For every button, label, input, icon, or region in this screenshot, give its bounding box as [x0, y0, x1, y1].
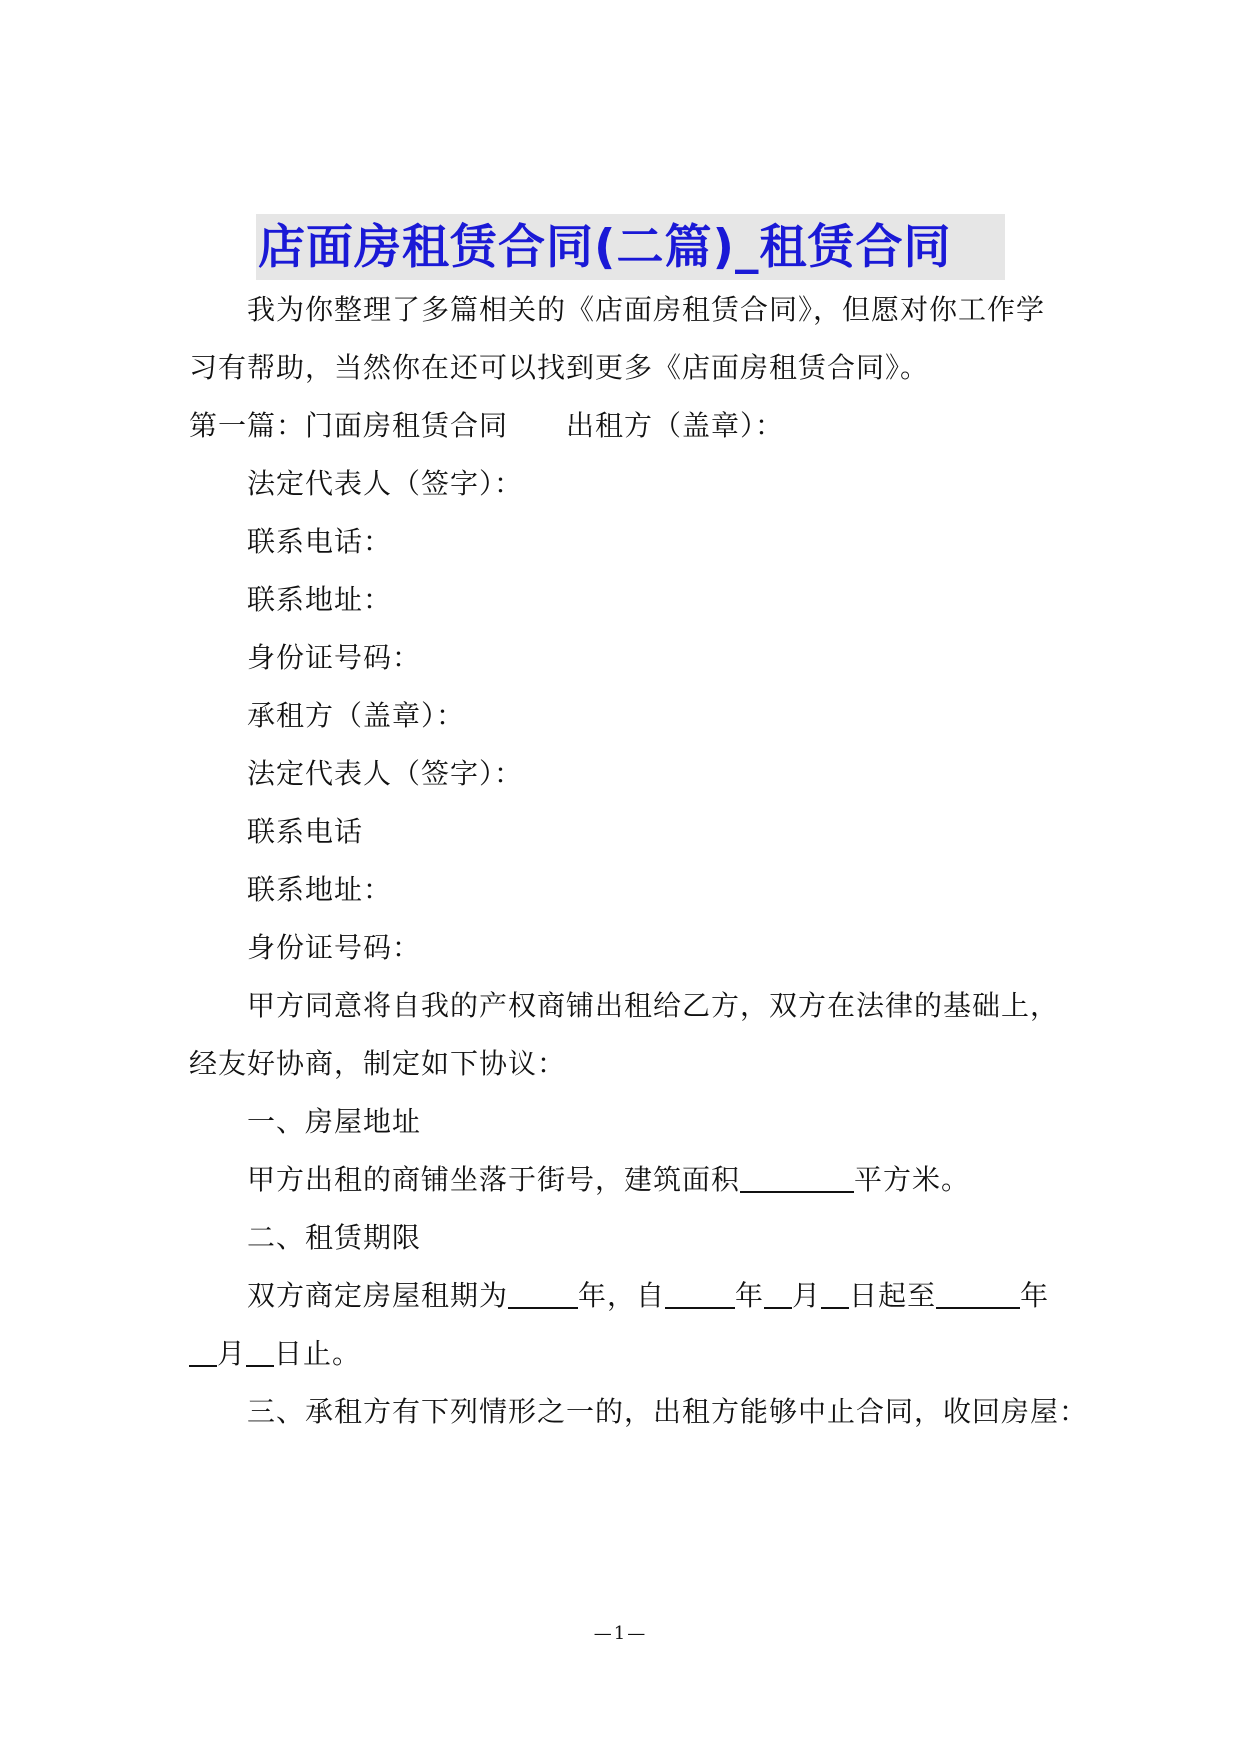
section-2-text-g: 月 — [217, 1337, 247, 1370]
lessee-address-label: 联系地址： — [247, 873, 393, 906]
section-1-text-a: 甲方出租的商铺坐落于街号，建筑面积 — [247, 1163, 741, 1196]
section-2-heading: 二、租赁期限 — [247, 1221, 422, 1254]
section-2-text — [247, 1276, 1049, 1316]
agreement-line-1: 甲方同意将自我的产权商铺出租给乙方，双方在法律的基础上， — [247, 989, 1060, 1022]
start-month-blank — [764, 1281, 792, 1309]
section-1-heading: 一、房屋地址 — [247, 1105, 422, 1138]
section-2-text-d: 月 — [792, 1279, 822, 1312]
lessee-id-label: 身份证号码： — [247, 931, 422, 964]
lessee-phone-label: 联系电话 — [247, 815, 364, 848]
section-2-text-b: 年，自 — [578, 1279, 666, 1312]
lessor-id-label: 身份证号码： — [247, 641, 422, 674]
section-2-text-a: 双方商定房屋租期为 — [247, 1279, 509, 1312]
section-2-text-h: 日止。 — [274, 1337, 362, 1370]
section-2-text-cont — [189, 1334, 361, 1374]
lessor-address-label: 联系地址： — [247, 583, 393, 616]
lessor-rep-label: 法定代表人（签字）： — [247, 467, 524, 500]
section-1-text-b: 平方米。 — [854, 1163, 971, 1196]
part1-heading-line — [189, 406, 784, 446]
end-month-blank — [189, 1339, 217, 1367]
area-blank — [740, 1165, 854, 1193]
section-1-text — [247, 1160, 970, 1200]
end-day-blank — [246, 1339, 274, 1367]
start-year-blank — [665, 1281, 735, 1309]
section-2-text-e: 日起至 — [849, 1279, 937, 1312]
intro-line-2: 习有帮助，当然你在还可以找到更多《店面房租赁合同》。 — [189, 351, 930, 384]
start-day-blank — [821, 1281, 849, 1309]
lessor-seal-label: 出租方（盖章）： — [566, 409, 785, 442]
part1-heading: 第一篇：门面房租赁合同 — [189, 409, 509, 442]
term-years-blank — [508, 1281, 578, 1309]
end-year-blank — [936, 1281, 1020, 1309]
section-2-text-c: 年 — [735, 1279, 765, 1312]
section-3-heading: 三、承租方有下列情形之一的，出租方能够中止合同，收回房屋： — [247, 1395, 1089, 1428]
section-2-text-f: 年 — [1020, 1279, 1050, 1312]
lessee-seal-label: 承租方（盖章）： — [247, 699, 466, 732]
lessor-phone-label: 联系电话： — [247, 525, 393, 558]
agreement-line-2: 经友好协商，制定如下协议： — [189, 1047, 567, 1080]
intro-line-1: 我为你整理了多篇相关的《店面房租赁合同》，但愿对你工作学 — [247, 293, 1046, 326]
lessee-rep-label: 法定代表人（签字）： — [247, 757, 524, 790]
document-title: 店面房租赁合同(二篇)_租赁合同 — [258, 220, 952, 275]
page-number: —1— — [593, 1623, 648, 1644]
